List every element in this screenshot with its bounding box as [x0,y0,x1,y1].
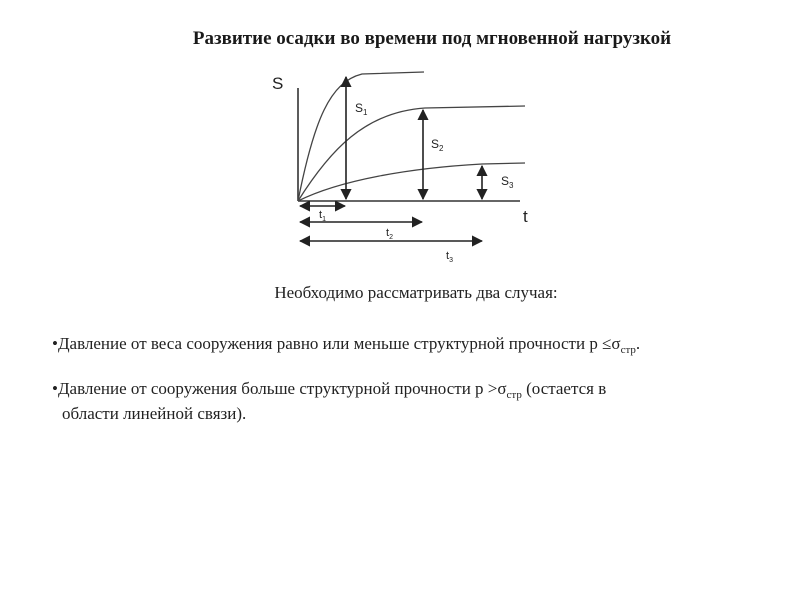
curve-s3 [298,163,525,201]
label-s3: $S_3$ [501,174,514,190]
label-s1: $S_1$ [355,101,368,117]
case-tail: . [635,334,641,353]
y-axis-label: S [272,74,284,93]
bullet: • [52,334,58,353]
label-t1: $t_1$ [319,209,326,223]
slide-title: Развитие осадки во времени под мгновенной нагрузкой [192,28,672,49]
label-s2: $S_2$ [431,137,444,153]
case-text: Давление от сооружения больше структурной прочности р >σ [57,379,507,398]
case-tail: (остается в [521,379,607,398]
curve-s1 [298,72,424,201]
curve-s2 [298,106,525,201]
case-subscript: стр [506,389,522,401]
bullet: • [52,379,58,398]
label-t3: $t_3$ [446,250,453,264]
intro-text: Необходимо рассматривать два случая: [274,283,558,302]
case-text: Давление от веса сооружения равно или меньше структурной прочности р ≤σ [57,334,621,353]
case-subscript: стр [620,344,636,356]
label-t2: $t_2$ [386,227,393,241]
case-continuation: области линейной связи). [62,404,247,423]
case-item [52,376,752,426]
case-item [52,331,752,356]
x-axis-label: t [523,207,528,226]
